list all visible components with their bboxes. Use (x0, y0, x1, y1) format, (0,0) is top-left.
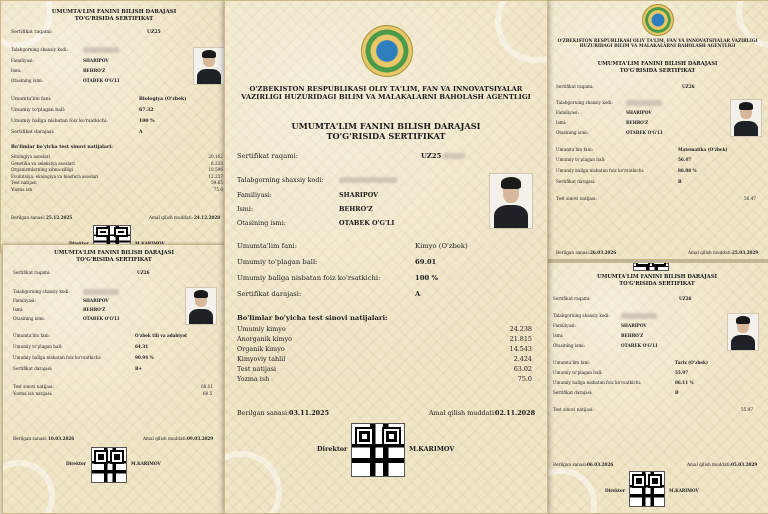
section-row (237, 375, 532, 385)
sections-title: Bo'limlar bo'yicha test sinovi natijalari: (11, 145, 113, 150)
score-label: Umumiy to'plagan ball: (556, 157, 606, 162)
percent-value: 90.94 % (135, 355, 154, 360)
score-label: Umumiy to'plagan ball: (237, 258, 318, 266)
percent-value: 100 % (139, 119, 155, 124)
sections-title: Bo'limlar bo'yicha test sinovi natijalari: (237, 314, 388, 322)
father-value: OTABEK O'G'LI (621, 343, 658, 348)
surname-label: Familiyasi: (556, 110, 579, 115)
section-name: Test natijasi (11, 180, 37, 185)
surname-label: Familiyasi: (13, 298, 36, 303)
issued-label: Berilgan sanasi: (556, 250, 591, 255)
section-value: 75.0 (517, 375, 532, 383)
section-value: 63.02 (513, 365, 532, 373)
certificate-title (3, 250, 225, 263)
score-label: Umumiy to'plagan ball: (553, 370, 603, 375)
issued-label: Berilgan sanasi: (13, 436, 48, 441)
test-label: Test sinovi natijasi: (556, 196, 597, 201)
section-name: Yozma ish (11, 186, 33, 192)
surname-value: SHARIPOV (626, 110, 652, 115)
issued-label: Berilgan sanasi: (237, 409, 290, 417)
cert-num-redacted (443, 153, 465, 159)
section-row (237, 335, 532, 345)
score-label: Umumiy to'plagan ball: (13, 344, 63, 349)
valid-label: Amal qilish muddati: (688, 250, 732, 255)
surname-label: Familiyasi: (11, 58, 34, 63)
cert-num-label: Sertifikat raqami: (11, 30, 53, 35)
subject-value: Matematika (O'zbek) (678, 147, 728, 152)
percent-label: Umumiy ballga nisbatan foiz ko'rsatkichi: (11, 119, 108, 124)
percent-value: 86.11 % (675, 380, 694, 385)
level-value: A (139, 130, 143, 135)
director-name: M.KARIMOV (669, 488, 699, 493)
section-value: 14.543 (509, 345, 532, 353)
cert-num-value: UZ26 (682, 84, 695, 89)
cert-num-label: Sertifikat raqami: (237, 152, 299, 160)
father-value: OTABEK O'G'LI (626, 130, 663, 135)
score-label: Umumiy to'plagan ball: (11, 108, 66, 113)
percent-label: Umumiy ballga nisbatan foiz ko'rsatkichi: (553, 380, 642, 385)
level-label: Sertifikat darajasi: (553, 390, 593, 395)
id-redacted (626, 100, 662, 106)
qr-code (629, 471, 665, 507)
photo (727, 313, 759, 351)
valid-label: Amal qilish muddati: (429, 409, 497, 417)
valid-value: 05.03.2029 (731, 462, 758, 467)
written-label: Yozma ish natijasi: (13, 391, 53, 396)
name-label: Ismi: (556, 120, 567, 125)
level-value: B (678, 179, 682, 184)
certificate-title (1, 9, 227, 23)
level-label: Sertifikat darajasi: (13, 366, 53, 371)
valid-value: 24.12.2028 (194, 215, 221, 220)
sections-list (237, 325, 532, 385)
surname-value: SHARIPOV (339, 191, 379, 199)
decor-circle (544, 468, 597, 514)
director-label: Direktor (317, 445, 348, 453)
certificate-ozbek-tili (2, 244, 226, 514)
father-value: OTABEK O'G'LI (339, 219, 395, 227)
test-label: Test sinovi natijasi: (553, 407, 594, 412)
level-label: Sertifikat darajasi: (11, 130, 55, 135)
name-value: BEHRO'Z (626, 120, 649, 125)
percent-label: Umumiy ballga nisbatan foiz ko'rsatkichi: (13, 355, 102, 360)
father-label: Otasining ismi: (553, 343, 586, 348)
name-label: Ismi: (237, 205, 254, 213)
surname-value: SHARIPOV (83, 58, 109, 63)
test-label: Test sinovi natijasi: (13, 384, 54, 389)
section-name: Umumiy kimyo (237, 325, 286, 333)
agency-name: O'ZBEKISTON RESPUBLIKASI OLIY TA'LIM, FAN VA INNOVATSIYALAR VAZIRLIGI HUZURIDAGI BILIM VA MALAKALARNI BAHOLASH AGENTLIGI (557, 39, 758, 50)
issued-value: 10.03.2026 (48, 436, 75, 441)
decor-circle (495, 0, 548, 63)
certificate-title (545, 274, 768, 287)
section-value: 8.223 (211, 160, 223, 166)
issued-value: 06.03.2026 (587, 462, 614, 467)
certificate-biologiya (0, 0, 228, 252)
section-value: 2.424 (513, 355, 532, 363)
title-line2: TO'G'RISIDA SERTIFIKAT (74, 15, 154, 22)
certificate-matematika (545, 0, 768, 260)
title-line2: TO'G'RISIDA SERTIFIKAT (619, 280, 695, 287)
percent-value: 86.88 % (678, 168, 697, 173)
photo (730, 99, 762, 137)
photo (489, 173, 533, 229)
level-label: Sertifikat darajasi: (556, 179, 596, 184)
certificate-title (546, 61, 768, 74)
percent-label: Umumiy ballga nisbatan foiz ko'rsatkichi: (237, 274, 381, 282)
id-redacted (83, 289, 119, 295)
percent-label: Umumiy ballga nisbatan foiz ko'rsatkichi: (556, 168, 645, 173)
test-value: 55.97 (741, 407, 753, 412)
section-name: Genetika va seleksiya asoslari (11, 160, 75, 166)
section-name: Sitologiya asoslari (11, 154, 50, 159)
level-value: B+ (135, 366, 143, 371)
level-value: B (675, 390, 679, 395)
father-value: OTABEK O'G'LI (83, 78, 120, 83)
section-name: Yozma ish (237, 375, 270, 383)
name-value: BEHRO'Z (339, 205, 373, 213)
section-name: Organizmlarning xilma-xilligi (11, 167, 74, 172)
cert-num-value: UZ26 (679, 296, 692, 301)
agency-name: O'ZBEKISTON RESPUBLIKASI OLIY TA'LIM, FAN VA INNOVATSIYALAR VAZIRLIGI HUZURIDAGI BILIM VA MALAKALARNI BAHOLASH AGENTLIGI (241, 85, 531, 102)
certificate-kimyo (224, 0, 548, 514)
name-value: BEHRO'Z (83, 68, 106, 73)
title-line2: TO'G'RISIDA SERTIFIKAT (619, 67, 696, 74)
score-value: 56.47 (678, 157, 692, 162)
qr-code (351, 423, 405, 477)
id-label: Talabgorning shaxsiy kodi: (553, 313, 610, 318)
name-label: Ismi: (553, 333, 564, 338)
score-value: 69.01 (415, 258, 437, 266)
section-value: 21.815 (509, 335, 532, 343)
qr-code-top (633, 262, 669, 271)
issued-label: Berilgan sanasi: (11, 215, 46, 220)
section-value: 10.596 (208, 167, 223, 172)
state-emblem (361, 25, 413, 77)
title-line1: UMUMTA'LIM FANINI BILISH DARAJASI (597, 61, 718, 67)
cert-num-label: Sertifikat raqami: (553, 296, 591, 301)
valid-value: 25.03.2029 (732, 250, 759, 255)
subject-value: Kimyo (O'zbek) (415, 242, 468, 250)
father-label: Otasining ismi: (237, 219, 286, 227)
id-redacted (339, 177, 397, 183)
subject-label: Umumta'lim fani: (13, 333, 50, 338)
surname-value: SHARIPOV (83, 298, 109, 303)
section-name: Organik kimyo (237, 345, 285, 353)
valid-value: 02.11.2028 (495, 409, 536, 417)
issued-value: 03.11.2025 (289, 409, 330, 417)
name-value: BEHRO'Z (621, 333, 644, 338)
score-value: 67.32 (139, 108, 154, 113)
name-value: BEHRO'Z (83, 307, 106, 312)
valid-label: Amal qilish muddati: (143, 436, 187, 441)
father-label: Otasining ismi: (556, 130, 589, 135)
subject-value: O'zbek tili va adabiyot (135, 333, 188, 338)
issued-value: 25.12.2025 (46, 215, 73, 220)
title-line1: UMUMTA'LIM FANINI BILISH DARAJASI (51, 9, 177, 15)
section-name: Test natijasi (237, 365, 277, 373)
director-name: M.KARIMOV (409, 445, 455, 453)
written-value: 60.5 (203, 391, 213, 396)
id-label: Talabgorning shaxsiy kodi: (237, 176, 324, 184)
id-label: Talabgorning shaxsiy kodi: (556, 100, 613, 105)
score-value: 64.31 (135, 344, 149, 349)
decor-circle (0, 0, 53, 48)
test-value: 68.11 (201, 384, 213, 389)
valid-label: Amal qilish muddati: (149, 215, 193, 220)
name-label: Ismi: (11, 68, 22, 73)
state-emblem (642, 4, 674, 36)
cert-num-value: UZ25 (147, 30, 161, 35)
section-name: Evolutsiya, ekologiya va biosfera asoslari (11, 173, 99, 179)
section-value: 20.162 (208, 154, 223, 159)
title-line1: UMUMTA'LIM FANINI BILISH DARAJASI (54, 250, 174, 256)
director-label: Direktor (605, 488, 625, 493)
cert-num-value: UZ25 (421, 152, 442, 160)
decor-circle (224, 451, 282, 514)
issued-label: Berilgan sanasi: (553, 462, 588, 467)
sections-list (11, 154, 223, 193)
section-row (237, 325, 532, 335)
score-value: 55.97 (675, 370, 689, 375)
section-value: 24.238 (509, 325, 532, 333)
father-label: Otasining ismi: (11, 78, 44, 83)
test-value: 56.47 (744, 196, 756, 201)
section-row (11, 187, 223, 194)
certificate-tarix (544, 262, 768, 514)
id-label: Talabgorning shaxsiy kodi: (13, 289, 70, 294)
subject-label: Umumta'lim fani: (11, 97, 52, 102)
director-label: Direktor (66, 461, 86, 466)
valid-value: 09.03.2029 (187, 436, 214, 441)
photo (185, 287, 217, 325)
section-value: 12.237 (208, 173, 223, 179)
subject-label: Umumta'lim fani: (237, 242, 298, 250)
section-row (237, 345, 532, 355)
section-value: 75.0 (213, 186, 223, 192)
subject-value: Tarix (O'zbek) (675, 360, 708, 365)
title-line1: UMUMTA'LIM FANINI BILISH DARAJASI (291, 121, 481, 131)
issued-value: 26.03.2026 (590, 250, 617, 255)
director-name: M.KARIMOV (131, 461, 161, 466)
id-redacted (83, 47, 119, 53)
qr-code (91, 447, 127, 483)
title-line2: TO'G'RISIDA SERTIFIKAT (76, 256, 152, 263)
section-row (237, 365, 532, 375)
photo (193, 47, 225, 85)
surname-label: Familiyasi: (237, 191, 272, 199)
subject-value: Biologiya (O'zbek) (139, 97, 187, 102)
level-value: A (415, 290, 421, 298)
title-line1: UMUMTA'LIM FANINI BILISH DARAJASI (597, 274, 717, 280)
section-value: 59.65 (211, 180, 223, 185)
id-label: Talabgorning shaxsiy kodi: (11, 47, 68, 52)
cert-num-label: Sertifikat raqami: (556, 84, 594, 89)
subject-label: Umumta'lim fani: (556, 147, 593, 152)
father-label: Otasining ismi: (13, 316, 46, 321)
certificate-title (225, 121, 547, 142)
id-redacted (621, 313, 657, 319)
level-label: Sertifikat darajasi: (237, 290, 302, 298)
father-value: OTABEK O'G'LI (83, 316, 120, 321)
section-row (237, 355, 532, 365)
section-name: Kimyoviy tahlil (237, 355, 286, 363)
cert-num-label: Sertifikat raqami: (13, 270, 51, 275)
valid-label: Amal qilish muddati: (687, 462, 731, 467)
name-label: Ismi: (13, 307, 24, 312)
surname-label: Familiyasi: (553, 323, 576, 328)
percent-value: 100 % (415, 274, 439, 282)
cert-num-value: UZ26 (137, 270, 150, 275)
title-line2: TO'G'RISIDA SERTIFIKAT (326, 131, 446, 142)
surname-value: SHARIPOV (621, 323, 647, 328)
section-name: Anorganik kimyo (237, 335, 293, 343)
decor-circle (2, 460, 55, 514)
subject-label: Umumta'lim fani: (553, 360, 590, 365)
